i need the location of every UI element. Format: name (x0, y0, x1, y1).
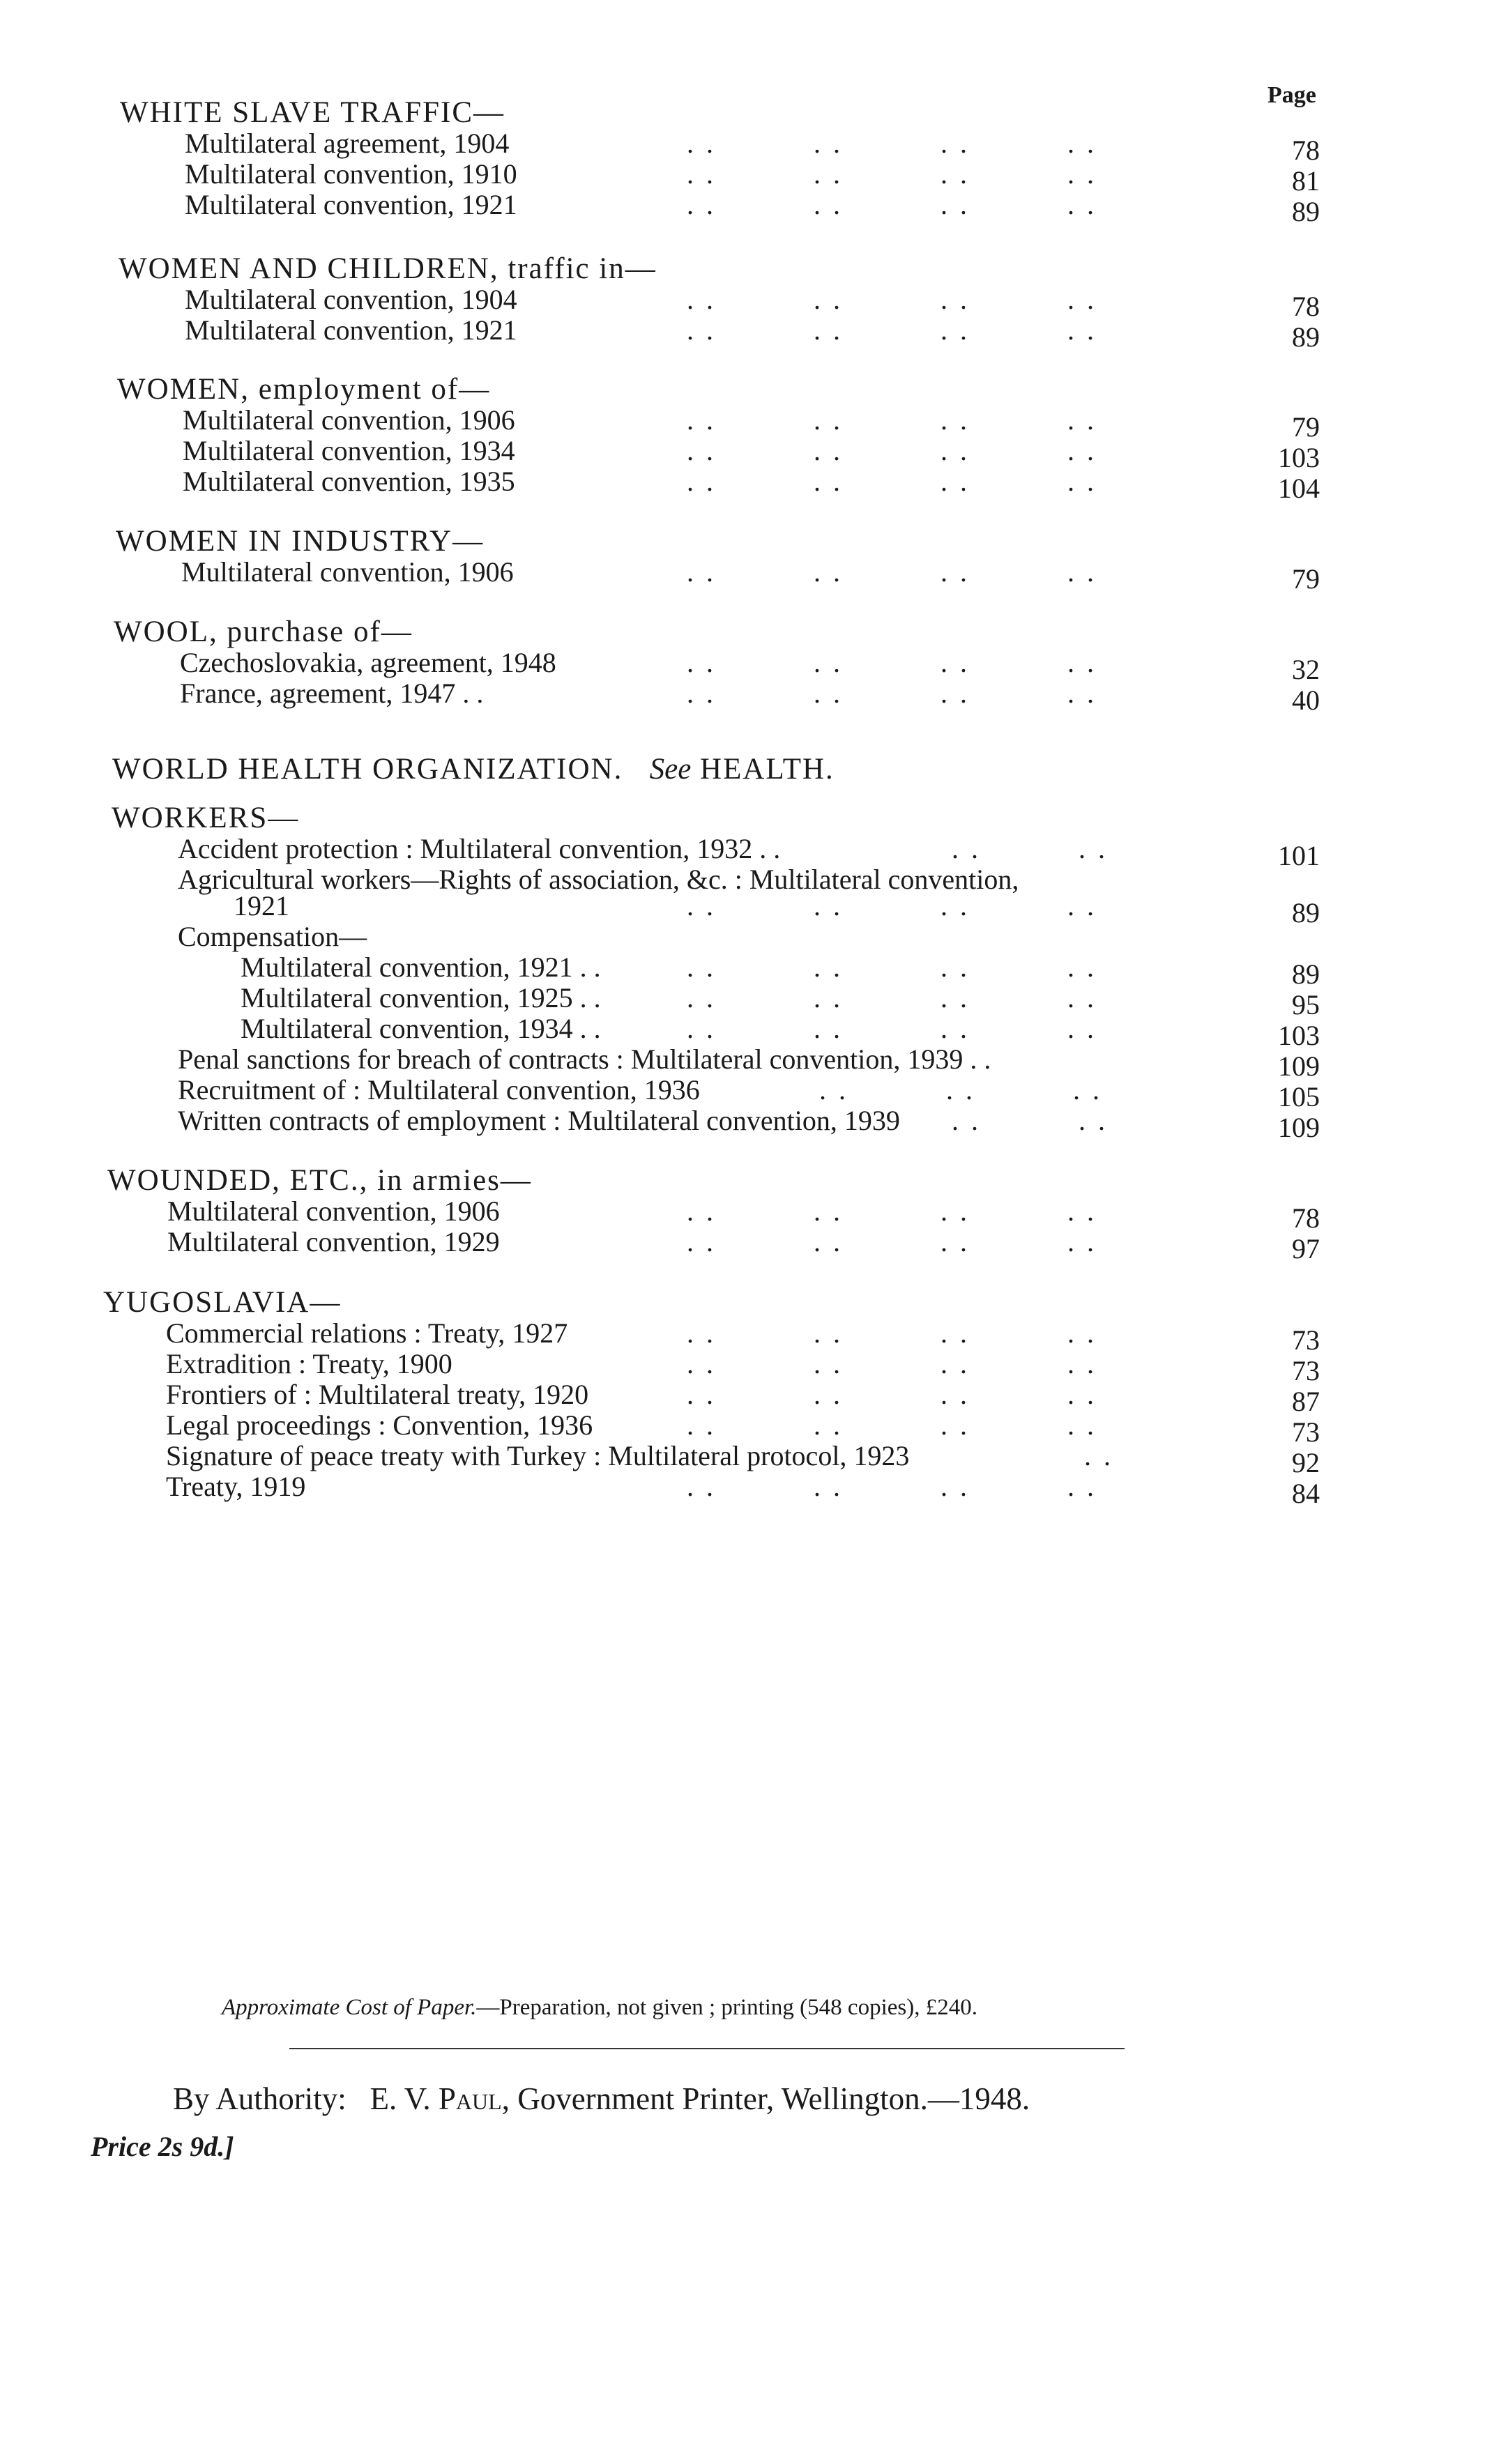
sub-heading: Compensation— (178, 921, 367, 952)
entry-text: Multilateral convention, 1906 (181, 556, 514, 588)
entry-text: Commercial relations : Treaty, 1927 (166, 1317, 568, 1349)
entry-text: Multilateral convention, 1921 (185, 189, 517, 220)
page-number: 89 (1292, 897, 1320, 928)
page-number: 73 (1292, 1416, 1320, 1448)
leader-dots: . . . . . . . . (687, 1471, 1097, 1502)
index-entry (0, 951, 1508, 990)
index-entry (0, 1317, 1508, 1356)
index-entry (0, 890, 1508, 928)
heading-cross-ref: HEALTH. (700, 753, 835, 786)
leader-dots: . . . . (952, 833, 1108, 864)
page-number: 84 (1292, 1478, 1320, 1509)
entry-text: Multilateral convention, 1910 (185, 158, 517, 190)
entry-text: Recruitment of : Multilateral convention, 1936 (178, 1074, 700, 1105)
section-heading: WOUNDED, ETC., in armies— (107, 1164, 532, 1197)
page-number: 89 (1292, 196, 1320, 227)
entry-text: Accident protection : Multilateral convention, 1932 . . (178, 833, 781, 864)
entry-text: Multilateral convention, 1935 (183, 466, 515, 497)
entry-text: Multilateral convention, 1921 (185, 314, 517, 346)
entry-text: Multilateral convention, 1904 (185, 284, 517, 315)
entry-text: Multilateral convention, 1921 . . (241, 951, 601, 983)
leader-dots: . . . . . . . . (687, 158, 1097, 190)
section-heading (112, 753, 835, 786)
leader-dots: . . . . . . . . (687, 1409, 1097, 1441)
price-line: Price 2s 9d.] (91, 2131, 234, 2162)
entry-text: Legal proceedings : Convention, 1936 (166, 1409, 593, 1441)
page-number: 87 (1292, 1386, 1320, 1417)
entry-text: Multilateral agreement, 1904 (185, 128, 510, 159)
entry-text: 1921 (234, 890, 289, 921)
entry-text: Multilateral convention, 1934 (183, 435, 515, 466)
page-number: 105 (1278, 1081, 1320, 1112)
index-entry (0, 1226, 1508, 1264)
index-entry (0, 1471, 1508, 1509)
index-entry (0, 1013, 1508, 1051)
index-entry (0, 466, 1508, 504)
page-number: 89 (1292, 321, 1320, 353)
index-entry (0, 1105, 1508, 1143)
cost-note (222, 1995, 977, 2021)
printer-initials: E. V. (370, 2081, 431, 2116)
section-heading: WOOL, purchase of— (114, 615, 413, 648)
entry-text: Extradition : Treaty, 1900 (166, 1348, 452, 1379)
page-number: 73 (1292, 1324, 1320, 1356)
page-number: 78 (1292, 1202, 1320, 1234)
index-entry (0, 1195, 1508, 1234)
entry-text: Frontiers of : Multilateral treaty, 1920 (166, 1379, 589, 1410)
section-heading: WOMEN, employment of— (117, 373, 491, 406)
cost-label: Approximate Cost of Paper. (222, 1995, 477, 2020)
leader-dots: . . . . (952, 1105, 1108, 1136)
page-number: 95 (1292, 989, 1320, 1020)
index-entry (0, 158, 1508, 197)
entry-text: Multilateral convention, 1906 (183, 404, 515, 436)
index-entry (0, 1074, 1508, 1112)
leader-dots: . . . . . . . . (687, 678, 1097, 709)
page-number: 78 (1292, 135, 1320, 166)
page-number: 103 (1278, 442, 1320, 473)
index-entry (0, 982, 1508, 1020)
index-entry (0, 833, 1508, 871)
page-number: 92 (1292, 1447, 1320, 1478)
index-entry (0, 314, 1508, 353)
leader-dots: . . . . . . . . (687, 951, 1097, 983)
section-heading: WHITE SLAVE TRAFFIC— (120, 96, 505, 129)
heading-main: WORLD HEALTH ORGANIZATION. (112, 753, 623, 786)
leader-dots: . . . . . . . . (687, 284, 1097, 315)
leader-dots: . . . . . . . . (687, 1317, 1097, 1349)
page-column-label: Page (1267, 82, 1316, 108)
leader-dots: . . . . . . . . (687, 890, 1097, 921)
cost-text: —Preparation, not given ; printing (548 copies), £240. (476, 1995, 977, 2020)
entry-text: France, agreement, 1947 . . (180, 678, 484, 709)
authority-prefix: By Authority: (173, 2081, 346, 2116)
page-number: 32 (1292, 654, 1320, 685)
leader-dots: . . . . . . . . (687, 466, 1097, 497)
section-heading: WOMEN IN INDUSTRY— (116, 525, 485, 558)
printer-surname: Paul (438, 2081, 502, 2116)
leader-dots: . . . . . . (819, 1074, 1102, 1105)
leader-dots: . . . . . . . . (687, 556, 1097, 588)
entry-text: Multilateral convention, 1906 (167, 1195, 500, 1227)
entry-text: Multilateral convention, 1929 (167, 1226, 500, 1257)
leader-dots: . . . . . . . . (687, 404, 1097, 436)
index-entry (0, 189, 1508, 227)
index-entry (0, 556, 1508, 595)
footer-rule (289, 2048, 1125, 2049)
page-number: 89 (1292, 958, 1320, 990)
section-heading: WOMEN AND CHILDREN, traffic in— (119, 252, 657, 285)
index-entry (0, 1409, 1508, 1448)
page-number: 103 (1278, 1020, 1320, 1051)
section-heading: YUGOSLAVIA— (103, 1286, 342, 1319)
page-number: 109 (1278, 1050, 1320, 1082)
index-entry (0, 128, 1508, 166)
index-entry (0, 435, 1508, 473)
leader-dots: . . . . . . . . (687, 1013, 1097, 1044)
index-entry (0, 1379, 1508, 1417)
page-number: 78 (1292, 291, 1320, 322)
page-number: 73 (1292, 1355, 1320, 1386)
index-entry (0, 647, 1508, 685)
entry-text: Penal sanctions for breach of contracts : Multilateral convention, 1939 . . (178, 1043, 991, 1075)
page-number: 81 (1292, 165, 1320, 197)
authority-suffix: , Government Printer, Wellington.—1948. (501, 2081, 1030, 2116)
page-number: 40 (1292, 684, 1320, 716)
page-number: 104 (1278, 473, 1320, 504)
page-number: 109 (1278, 1112, 1320, 1143)
page-number: 79 (1292, 411, 1320, 443)
entry-text: Czechoslovakia, agreement, 1948 (180, 647, 556, 678)
index-entry (0, 1043, 1508, 1082)
index-entry (0, 1348, 1508, 1386)
authority-line (173, 2081, 1030, 2117)
leader-dots: . . . . . . . . (687, 314, 1097, 346)
entry-text: Multilateral convention, 1925 . . (241, 982, 601, 1013)
page-number: 79 (1292, 563, 1320, 595)
leader-dots: . . (1084, 1440, 1113, 1471)
heading-see: See (649, 753, 692, 786)
entry-text: Treaty, 1919 (166, 1471, 306, 1502)
page-number: 101 (1278, 840, 1320, 871)
leader-dots: . . . . . . . . (687, 1348, 1097, 1379)
entry-text: Multilateral convention, 1934 . . (241, 1013, 601, 1044)
index-entry (0, 678, 1508, 716)
index-entry (0, 1440, 1508, 1478)
leader-dots: . . . . . . . . (687, 1195, 1097, 1227)
leader-dots: . . . . . . . . (687, 1379, 1097, 1410)
leader-dots: . . . . . . . . (687, 982, 1097, 1013)
leader-dots: . . . . . . . . (687, 128, 1097, 159)
entry-text: Signature of peace treaty with Turkey : Multilateral protocol, 1923 (166, 1440, 910, 1471)
leader-dots: . . . . . . . . (687, 1226, 1097, 1257)
entry-text: Written contracts of employment : Multilateral convention, 1939 (178, 1105, 900, 1136)
page-number: 97 (1292, 1233, 1320, 1264)
leader-dots: . . . . . . . . (687, 189, 1097, 220)
leader-dots: . . . . . . . . (687, 647, 1097, 678)
leader-dots: . . . . . . . . (687, 435, 1097, 466)
index-entry (0, 284, 1508, 322)
entry-text-line: Agricultural workers—Rights of association, &c. : Multilateral convention, (178, 864, 1019, 895)
section-heading: WORKERS— (112, 802, 300, 834)
index-entry (0, 404, 1508, 443)
